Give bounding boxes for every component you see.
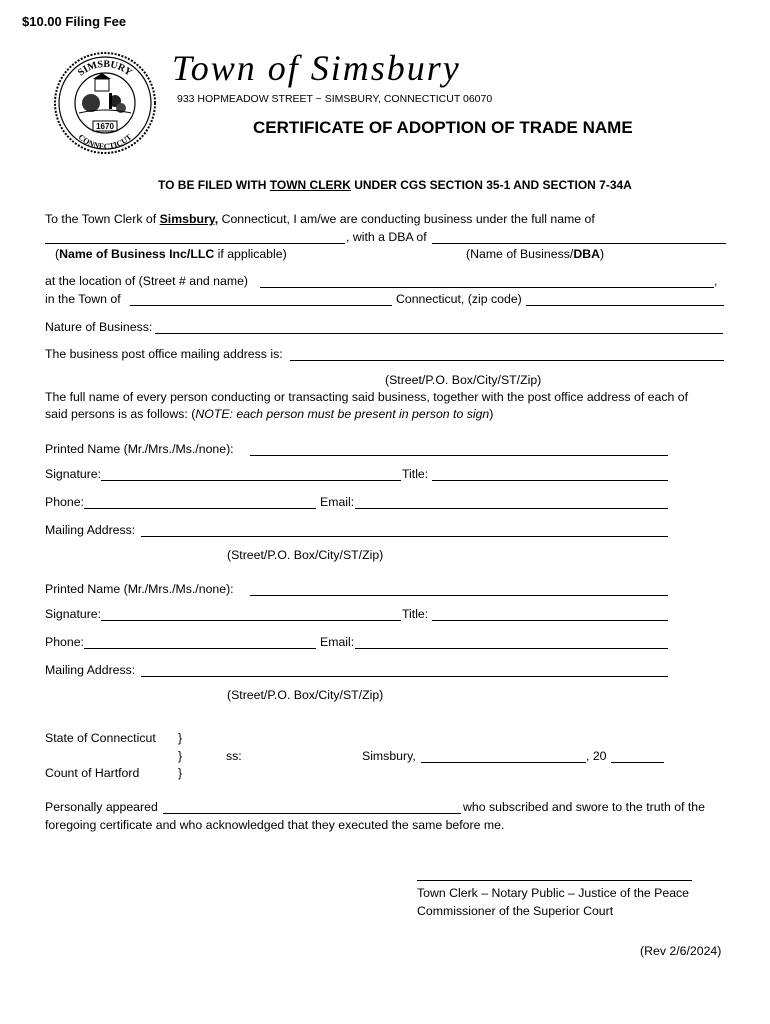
zip-field[interactable] xyxy=(526,305,724,306)
mailing-address-field[interactable] xyxy=(141,536,668,537)
town-address: 933 HOPMEADOW STREET ~ SIMSBURY, CONNECTICUT 06070 xyxy=(177,93,493,105)
clerk-signature-field[interactable] xyxy=(417,880,692,881)
mailing-address-field[interactable] xyxy=(141,676,668,677)
printed-name-field[interactable] xyxy=(250,595,668,596)
business-name-hint: (Name of Business Inc/LLC if applicable) xyxy=(55,247,287,261)
email-field[interactable] xyxy=(355,648,668,649)
street-comma: , xyxy=(714,274,718,288)
subscribed-text: who subscribed and swore to the truth of the xyxy=(463,800,705,814)
revision-date: (Rev 2/6/2024) xyxy=(640,944,722,958)
year-prefix: , 20 xyxy=(586,749,607,763)
mailing-address-hint: (Street/P.O. Box/City/ST/Zip) xyxy=(227,548,384,562)
persons-text-line2: said persons is as follows: (NOTE: each person must be present in person to sign) xyxy=(45,407,494,421)
mailing-label: The business post office mailing address is: xyxy=(45,347,283,361)
mailing-address-label: Mailing Address: xyxy=(45,523,136,537)
mailing-address-hint: (Street/P.O. Box/City/ST/Zip) xyxy=(227,688,384,702)
signature-label: Signature: xyxy=(45,607,102,621)
street-label: at the location of (Street # and name) xyxy=(45,274,249,288)
printed-name-label: Printed Name (Mr./Mrs./Ms./none): xyxy=(45,582,234,596)
signature-field[interactable] xyxy=(101,620,401,621)
dba-label: , with a DBA of xyxy=(346,230,427,244)
form-title: CERTIFICATE OF ADOPTION OF TRADE NAME xyxy=(253,118,633,137)
svg-text:1670: 1670 xyxy=(96,122,114,131)
phone-field[interactable] xyxy=(84,648,316,649)
signature-field[interactable] xyxy=(101,480,401,481)
email-label: Email: xyxy=(320,495,355,509)
acknowledged-text: foregoing certificate and who acknowledged that they executed the same before me. xyxy=(45,818,505,832)
printed-name-label: Printed Name (Mr./Mrs./Ms./none): xyxy=(45,442,234,456)
printed-name-field[interactable] xyxy=(250,455,668,456)
filing-fee: $10.00 Filing Fee xyxy=(22,14,127,29)
title-label: Title: xyxy=(402,467,429,481)
signatory-line2: Commissioner of the Superior Court xyxy=(417,904,614,918)
email-field[interactable] xyxy=(355,508,668,509)
brace-3: } xyxy=(178,766,183,780)
email-label: Email: xyxy=(320,635,355,649)
town-field[interactable] xyxy=(130,305,392,306)
place-label: Simsbury, xyxy=(362,749,416,763)
title-label: Title: xyxy=(402,607,429,621)
mailing-field[interactable] xyxy=(290,360,724,361)
dba-field[interactable] xyxy=(432,243,726,244)
intro-text: To the Town Clerk of Simsbury, Connecticut, I am/we are conducting business under the full name of xyxy=(45,212,595,226)
svg-text:CONNECTICUT: CONNECTICUT xyxy=(76,132,134,152)
svg-text:SIMSBURY: SIMSBURY xyxy=(76,58,134,79)
town-label: in the Town of xyxy=(45,292,121,306)
title-field[interactable] xyxy=(432,480,668,481)
phone-field[interactable] xyxy=(84,508,316,509)
filing-note: TO BE FILED WITH TOWN CLERK UNDER CGS SECTION 35-1 AND SECTION 7-34A xyxy=(158,178,632,192)
brace-1: } xyxy=(178,731,183,745)
state-label: State of Connecticut xyxy=(45,731,156,745)
brace-2: } xyxy=(178,749,183,763)
appeared-field[interactable] xyxy=(163,813,461,814)
county-label: Count of Hartford xyxy=(45,766,140,780)
business-name-field[interactable] xyxy=(45,243,345,244)
ct-zip-label: Connecticut, (zip code) xyxy=(396,292,522,306)
title-field[interactable] xyxy=(432,620,668,621)
signature-label: Signature: xyxy=(45,467,102,481)
persons-text-line1: The full name of every person conducting or transacting said business, together with the post office address of each of xyxy=(45,390,688,404)
dba-hint: (Name of Business/DBA) xyxy=(466,247,605,261)
street-field[interactable] xyxy=(260,287,714,288)
phone-label: Phone: xyxy=(45,495,84,509)
year-field[interactable] xyxy=(611,762,664,763)
town-name: Town of Simsbury xyxy=(172,48,461,88)
signatory-line1: Town Clerk – Notary Public – Justice of the Peace xyxy=(417,886,690,900)
date-field[interactable] xyxy=(421,762,586,763)
town-seal-icon xyxy=(53,51,157,155)
mailing-hint: (Street/P.O. Box/City/ST/Zip) xyxy=(385,373,542,387)
mailing-address-label: Mailing Address: xyxy=(45,663,136,677)
ss-label: ss: xyxy=(226,749,242,763)
nature-field[interactable] xyxy=(155,333,723,334)
nature-label: Nature of Business: xyxy=(45,320,153,334)
appeared-label: Personally appeared xyxy=(45,800,158,814)
phone-label: Phone: xyxy=(45,635,84,649)
